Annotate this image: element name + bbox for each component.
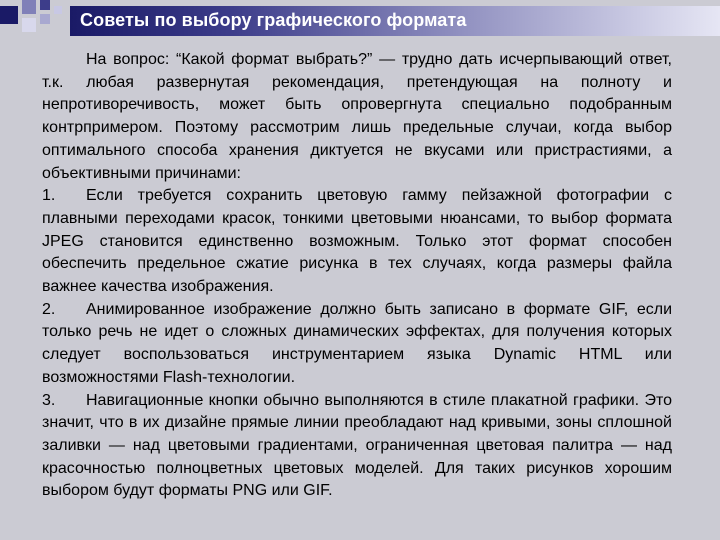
decor-square-dark	[0, 6, 18, 24]
decor-square-small-mid	[40, 14, 50, 24]
slide-body	[42, 49, 672, 503]
decor-square-small-dark	[40, 0, 50, 10]
list-item-text: Анимированное изображение должно быть записано в формате GIF, если только речь не идет о сложных динамических эффектах, для получения которых следует воспользоваться инструментарием языка Dynamic HTML или возможностями Flash-технологии.	[42, 300, 672, 386]
list-item-3	[42, 390, 672, 504]
slide-title: Советы по выбору графического формата	[80, 10, 467, 30]
decor-square-light	[22, 18, 36, 32]
list-item-1	[42, 185, 672, 299]
decor-square-mid	[22, 0, 36, 14]
list-item-2	[42, 299, 672, 390]
list-item-number: 2.	[42, 300, 56, 318]
list-item-text: Если требуется сохранить цветовую гамму пейзажной фотографии с плавными переходами красок, тонкими цветовыми нюансами, то выбор формата JPEG становится единственно возможным. Только этот формат способен обеспечить предельное сжатие рисунка в тех случаях, когда размеры файла важнее качества изображения.	[42, 187, 672, 296]
list-item-number: 3.	[42, 391, 56, 409]
list-item-text: Навигационные кнопки обычно выполняются в стиле плакатной графики. Это значит, что в их дизайне прямые линии преобладают над кривыми, зоны сплошной заливки — над цветовыми градиентами, ограниченная цветовая палитра — над красочностью полноцветных цветовых моделей. Для таких рисунков хорошим выбором будут форматы PNG или GIF.	[42, 391, 672, 500]
list-item-number: 1.	[42, 187, 56, 205]
intro-paragraph: На вопрос: “Какой формат выбрать?” — трудно дать исчерпывающий ответ, т.к. любая развернутая рекомендация, претендующая на полноту и непротиворечивость, может быть опровергнута специально подобранным контрпримером. Поэтому рассмотрим лишь предельные случаи, когда выбор оптимального способа хранения диктуется не вкусами или пристрастиями, а объективными причинами:	[42, 51, 672, 182]
decor-square-tiny	[54, 6, 62, 14]
